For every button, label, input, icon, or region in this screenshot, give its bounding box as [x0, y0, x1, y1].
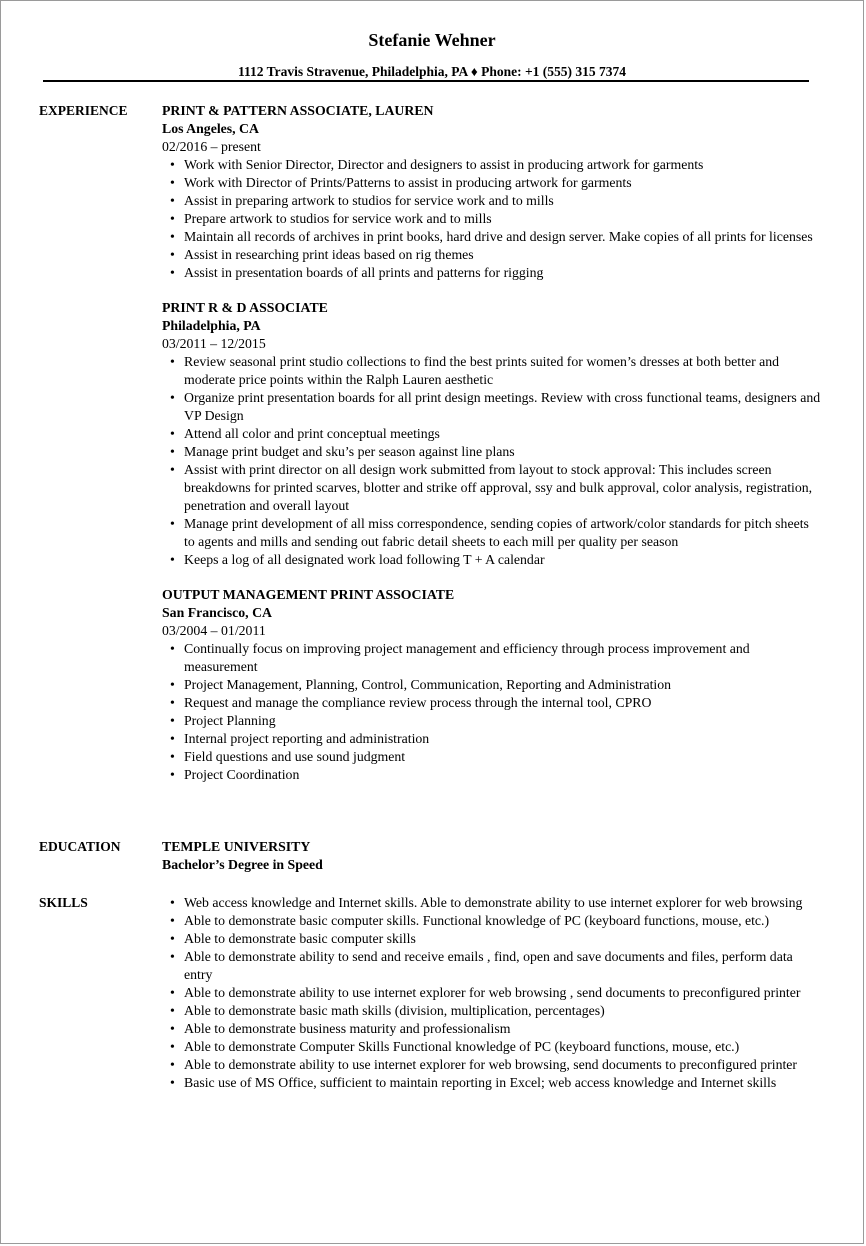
list-item: • Attend all color and print conceptual meetings: [162, 425, 822, 443]
list-item: • Able to demonstrate basic computer skills. Functional knowledge of PC (keyboard functions, mouse, etc.): [162, 912, 822, 930]
list-item: • Field questions and use sound judgment: [162, 748, 822, 766]
job-title: PRINT R & D ASSOCIATE: [162, 300, 328, 315]
job-bullets: [162, 353, 822, 569]
list-item: • Web access knowledge and Internet skills. Able to demonstrate ability to use internet explorer for web browsing: [162, 894, 822, 912]
list-item: • Able to demonstrate ability to use internet explorer for web browsing , send documents to preconfigured printer: [162, 984, 822, 1002]
list-item: • Organize print presentation boards for all print design meetings. Review with cross functional teams, designers and VP Design: [162, 389, 822, 425]
list-item: • Able to demonstrate business maturity and professionalism: [162, 1020, 822, 1038]
list-item: • Work with Senior Director, Director and designers to assist in producing artwork for garments: [162, 156, 822, 174]
skills-list: [162, 894, 822, 1092]
job-dates: 03/2011 – 12/2015: [162, 336, 266, 351]
list-item: • Able to demonstrate Computer Skills Functional knowledge of PC (keyboard functions, mouse, etc.): [162, 1038, 822, 1056]
job-dates: 03/2004 – 01/2011: [162, 623, 266, 638]
list-item: • Review seasonal print studio collections to find the best prints suited for women’s dresses at both better and moderate price points within the Ralph Lauren aesthetic: [162, 353, 822, 389]
list-item: • Able to demonstrate basic math skills (division, multiplication, percentages): [162, 1002, 822, 1020]
section-title-skills: SKILLS: [39, 895, 88, 910]
job-entry: [162, 299, 822, 569]
skills-body: [162, 894, 822, 1092]
list-item: • Project Management, Planning, Control, Communication, Reporting and Administration: [162, 676, 822, 694]
list-item: • Assist in researching print ideas based on rig themes: [162, 246, 822, 264]
job-dates: 02/2016 – present: [162, 139, 261, 154]
contact-line: 1112 Travis Stravenue, Philadelphia, PA ♦ Phone: +1 (555) 315 7374: [237, 64, 627, 79]
list-item: • Assist in presentation boards of all prints and patterns for rigging: [162, 264, 822, 282]
list-item: • Request and manage the compliance review process through the internal tool, CPRO: [162, 694, 822, 712]
education-body: [162, 838, 822, 874]
candidate-name: Stefanie Wehner: [368, 30, 496, 50]
list-item: • Keeps a log of all designated work load following T + A calendar: [162, 551, 822, 569]
job-location: Philadelphia, PA: [162, 318, 261, 333]
list-item: • Able to demonstrate ability to use internet explorer for web browsing, send documents to preconfigured printer: [162, 1056, 822, 1074]
list-item: • Able to demonstrate ability to send and receive emails , find, open and save documents and files, perform data entry: [162, 948, 822, 984]
header-divider: [43, 80, 809, 82]
list-item: • Assist with print director on all design work submitted from layout to stock approval: This includes screen breakdowns for printed scarves, blotter and strike off approval, ssy and bulk approval, color analysis, registration, penetration and overall layout: [162, 461, 822, 515]
section-title-experience: EXPERIENCE: [39, 103, 128, 118]
job-title: PRINT & PATTERN ASSOCIATE, LAUREN: [162, 103, 434, 118]
list-item: • Manage print development of all miss correspondence, sending copies of artwork/color standards for pitch sheets to agents and mills and sending out fabric detail sheets to each mill per quality per season: [162, 515, 822, 551]
job-entry: [162, 102, 822, 282]
list-item: • Prepare artwork to studios for service work and to mills: [162, 210, 822, 228]
list-item: • Able to demonstrate basic computer skills: [162, 930, 822, 948]
degree: Bachelor’s Degree in Speed: [162, 857, 323, 872]
list-item: • Project Coordination: [162, 766, 822, 784]
job-bullets: [162, 156, 822, 282]
list-item: • Work with Director of Prints/Patterns to assist in producing artwork for garments: [162, 174, 822, 192]
list-item: • Basic use of MS Office, sufficient to maintain reporting in Excel; web access knowledge and Internet skills: [162, 1074, 822, 1092]
section-title-education: EDUCATION: [39, 839, 121, 854]
job-bullets: [162, 640, 822, 784]
list-item: • Manage print budget and sku’s per season against line plans: [162, 443, 822, 461]
job-location: San Francisco, CA: [162, 605, 272, 620]
list-item: • Project Planning: [162, 712, 822, 730]
list-item: • Internal project reporting and administration: [162, 730, 822, 748]
school-name: TEMPLE UNIVERSITY: [162, 839, 311, 854]
list-item: • Maintain all records of archives in print books, hard drive and design server. Make copies of all prints for licenses: [162, 228, 822, 246]
list-item: • Assist in preparing artwork to studios for service work and to mills: [162, 192, 822, 210]
list-item: • Continually focus on improving project management and efficiency through process improvement and measurement: [162, 640, 822, 676]
job-title: OUTPUT MANAGEMENT PRINT ASSOCIATE: [162, 587, 455, 602]
experience-body: [162, 102, 822, 801]
job-entry: [162, 586, 822, 784]
job-location: Los Angeles, CA: [162, 121, 259, 136]
